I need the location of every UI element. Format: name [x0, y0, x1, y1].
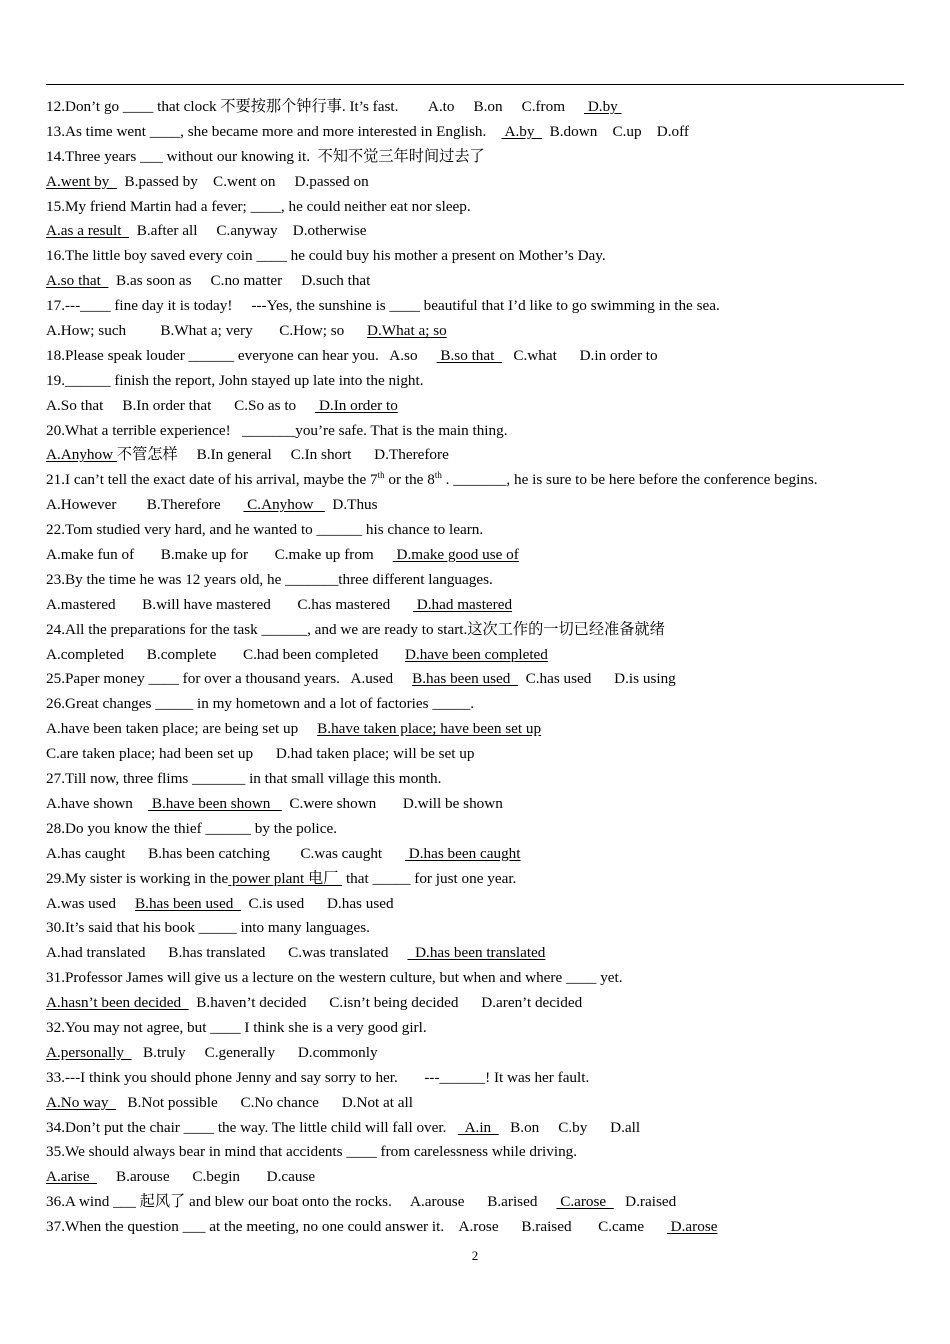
line-text: 26.Great changes _____ in my hometown and a lot of factories _____.: [46, 695, 475, 713]
text-line: [46, 792, 906, 817]
text-line: [46, 468, 906, 493]
answer-underlined: A.Anyhow: [46, 446, 117, 464]
line-text: 36.A wind ___ 起风了 and blew our boat onto the rocks. A.arouse B.arised: [46, 1193, 557, 1211]
text-line: [46, 717, 906, 742]
line-text: B.as soon as C.no matter D.such that: [108, 272, 371, 290]
line-text: 30.It’s said that his book _____ into many languages.: [46, 919, 370, 937]
line-text: 35.We should always bear in mind that accidents ____ from carelessness while driving.: [46, 1143, 578, 1161]
answer-underlined: D.have been completed: [404, 645, 548, 663]
answer-underlined: B.so that: [436, 346, 502, 364]
text-line: [46, 319, 906, 344]
line-text: 29.My sister is working in the: [46, 869, 229, 887]
line-text: 15.My friend Martin had a fever; ____, he could neither eat nor sleep.: [46, 197, 471, 215]
answer-underlined: B.have taken place; have been set up: [317, 720, 542, 738]
answer-underlined: A.personally: [46, 1043, 132, 1061]
line-text: 23.By the time he was 12 years old, he _______three different languages.: [46, 570, 493, 588]
text-line: [46, 867, 906, 892]
text-line: [46, 1016, 906, 1041]
line-text: 37.When the question ___ at the meeting, no one could answer it. A.rose B.raised C.came: [46, 1218, 667, 1236]
line-text: 22.Tom studied very hard, and he wanted to ______ his chance to learn.: [46, 521, 484, 539]
text-line: [46, 493, 906, 518]
line-text: 19.______ finish the report, John stayed up late into the night.: [46, 371, 424, 389]
text-line: [46, 344, 906, 369]
text-line: [46, 568, 906, 593]
text-line: [46, 195, 906, 220]
answer-underlined: B.have been shown: [148, 794, 282, 812]
text-line: [46, 1066, 906, 1091]
text-line: [46, 767, 906, 792]
answer-underlined: D.had mastered: [412, 595, 513, 613]
text-line: [46, 742, 906, 767]
answer-underlined: C.Anyhow: [243, 496, 325, 514]
answer-underlined: D.has been caught: [404, 844, 521, 862]
answer-underlined: D.What a; so: [367, 322, 447, 340]
text-line: [46, 643, 906, 668]
text-line: [46, 145, 906, 170]
line-text: B.haven’t decided C.isn’t being decided D.aren’t decided: [188, 994, 583, 1012]
line-text: A.mastered B.will have mastered C.has mastered: [46, 595, 413, 613]
text-line: [46, 692, 906, 717]
text-line: [46, 1041, 906, 1066]
line-text: 20.What a terrible experience! _______you’re safe. That is the main thing.: [46, 421, 508, 439]
answer-underlined: A.went by: [46, 172, 117, 190]
answer-underlined: A.as a result: [46, 222, 130, 240]
text-line: [46, 1091, 906, 1116]
answer-underlined: A.by: [501, 122, 543, 140]
superscript: th: [377, 470, 385, 481]
text-line: [46, 966, 906, 991]
text-line: [46, 892, 906, 917]
line-text: C.what D.in order to: [501, 346, 658, 364]
text-line: [46, 543, 906, 568]
text-line: [46, 518, 906, 543]
text-line: [46, 219, 906, 244]
answer-underlined: C.arose: [556, 1193, 614, 1211]
line-text: 24.All the preparations for the task ______, and we are ready to start.这次工作的一切已经准备就绪: [46, 620, 665, 638]
text-line: [46, 394, 906, 419]
text-line: [46, 244, 906, 269]
text-line: [46, 618, 906, 643]
text-line: [46, 1140, 906, 1165]
page-number: 2: [471, 1248, 479, 1263]
answer-underlined: A.No way: [46, 1093, 117, 1111]
line-text: 14.Three years ___ without our knowing it. 不知不觉三年时间过去了: [46, 147, 485, 165]
line-text: C.has used D.is using: [517, 670, 676, 688]
text-line: [46, 667, 906, 692]
line-text: A.completed B.complete C.had been completed: [46, 645, 405, 663]
line-text: B.after all C.anyway D.otherwise: [129, 222, 367, 240]
answer-underlined: B.has been used: [135, 894, 241, 912]
line-text: A.make fun of B.make up for C.make up from: [46, 546, 393, 564]
line-text: A.have shown: [46, 794, 149, 812]
line-text: A.How; such B.What a; very C.How; so: [46, 322, 368, 340]
text-line: [46, 1116, 906, 1141]
line-text: C.are taken place; had been set up D.had taken place; will be set up: [46, 745, 475, 763]
text-line: [46, 1165, 906, 1190]
line-text: A.have been taken place; are being set up: [46, 720, 318, 738]
text-line: [46, 817, 906, 842]
line-text: 34.Don’t put the chair ____ the way. The little child will fall over.: [46, 1118, 458, 1136]
answer-underlined: A.hasn’t been decided: [46, 994, 189, 1012]
text-line: [46, 369, 906, 394]
line-text: 13.As time went ____, she became more and more interested in English.: [46, 122, 502, 140]
line-text: 33.---I think you should phone Jenny and say sorry to her. ---______! It was her fault.: [46, 1068, 590, 1086]
answer-underlined: A.so that: [46, 272, 109, 290]
line-text: B.passed by C.went on D.passed on: [116, 172, 369, 190]
answer-underlined: D.arose: [666, 1218, 718, 1236]
text-line: [46, 593, 906, 618]
text-line: [46, 120, 906, 145]
header-rule: [46, 84, 904, 85]
line-text: D.raised: [613, 1193, 677, 1211]
text-line: [46, 419, 906, 444]
line-text: . _______, he is sure to be here before the conference begins.: [441, 471, 818, 489]
line-text: C.is used D.has used: [240, 894, 394, 912]
text-line: [46, 95, 906, 120]
answer-underlined: D.has been translated: [407, 944, 546, 962]
line-text: 28.Do you know the thief ______ by the police.: [46, 819, 338, 837]
question-list: [46, 95, 906, 1240]
line-text: A.had translated B.has translated C.was translated: [46, 944, 408, 962]
superscript: th: [434, 470, 442, 481]
answer-underlined: D.make good use of: [392, 546, 519, 564]
text-line: [46, 941, 906, 966]
text-line: [46, 294, 906, 319]
line-text: A.has caught B.has been catching C.was caught: [46, 844, 405, 862]
line-text: 32.You may not agree, but ____ I think she is a very good girl.: [46, 1018, 427, 1036]
answer-underlined: power plant 电厂: [228, 869, 343, 887]
line-text: A.So that B.In order that C.So as to: [46, 396, 316, 414]
line-text: B.on C.by D.all: [498, 1118, 641, 1136]
line-text: or the 8: [384, 471, 435, 489]
line-text: D.Thus: [324, 496, 378, 514]
line-text: 17.---____ fine day it is today! ---Yes, the sunshine is ____ beautiful that I’d like to go swimming in the sea.: [46, 297, 720, 315]
answer-underlined: D.by: [584, 98, 622, 115]
line-text: 不管怎样 B.In general C.In short D.Therefore: [116, 446, 449, 464]
line-text: C.were shown D.will be shown: [281, 794, 503, 812]
line-text: B.Not possible C.No chance D.Not at all: [116, 1093, 413, 1111]
line-text: 16.The little boy saved every coin ____ he could buy his mother a present on Mother’s Day.: [46, 247, 606, 265]
line-text: 25.Paper money ____ for over a thousand years. A.used: [46, 670, 413, 688]
answer-underlined: D.In order to: [315, 396, 398, 414]
line-text: 31.Professor James will give us a lecture on the western culture, but when and where ____ yet.: [46, 969, 623, 987]
text-line: [46, 991, 906, 1016]
line-text: B.truly C.generally D.commonly: [131, 1043, 378, 1061]
text-line: [46, 1215, 906, 1240]
line-text: B.down C.up D.off: [542, 122, 689, 140]
answer-underlined: B.has been used: [412, 670, 518, 688]
line-text: A.was used: [46, 894, 136, 912]
text-line: [46, 443, 906, 468]
answer-underlined: A.arise: [46, 1168, 98, 1186]
line-text: 27.Till now, three flims _______ in that small village this month.: [46, 770, 442, 788]
line-text: A.However B.Therefore: [46, 496, 244, 514]
text-line: [46, 269, 906, 294]
line-text: 12.Don’t go ____ that clock 不要按那个钟行事. It’s fast. A.to B.on C.from: [46, 98, 585, 115]
line-text: that _____ for just one year.: [342, 869, 517, 887]
text-line: [46, 842, 906, 867]
line-text: 18.Please speak louder ______ everyone can hear you. A.so: [46, 346, 437, 364]
text-line: [46, 170, 906, 195]
answer-underlined: A.in: [457, 1118, 499, 1136]
text-line: [46, 916, 906, 941]
text-line: [46, 1190, 906, 1215]
line-text: B.arouse C.begin D.cause: [97, 1168, 316, 1186]
line-text: 21.I can’t tell the exact date of his arrival, maybe the 7: [46, 471, 378, 489]
